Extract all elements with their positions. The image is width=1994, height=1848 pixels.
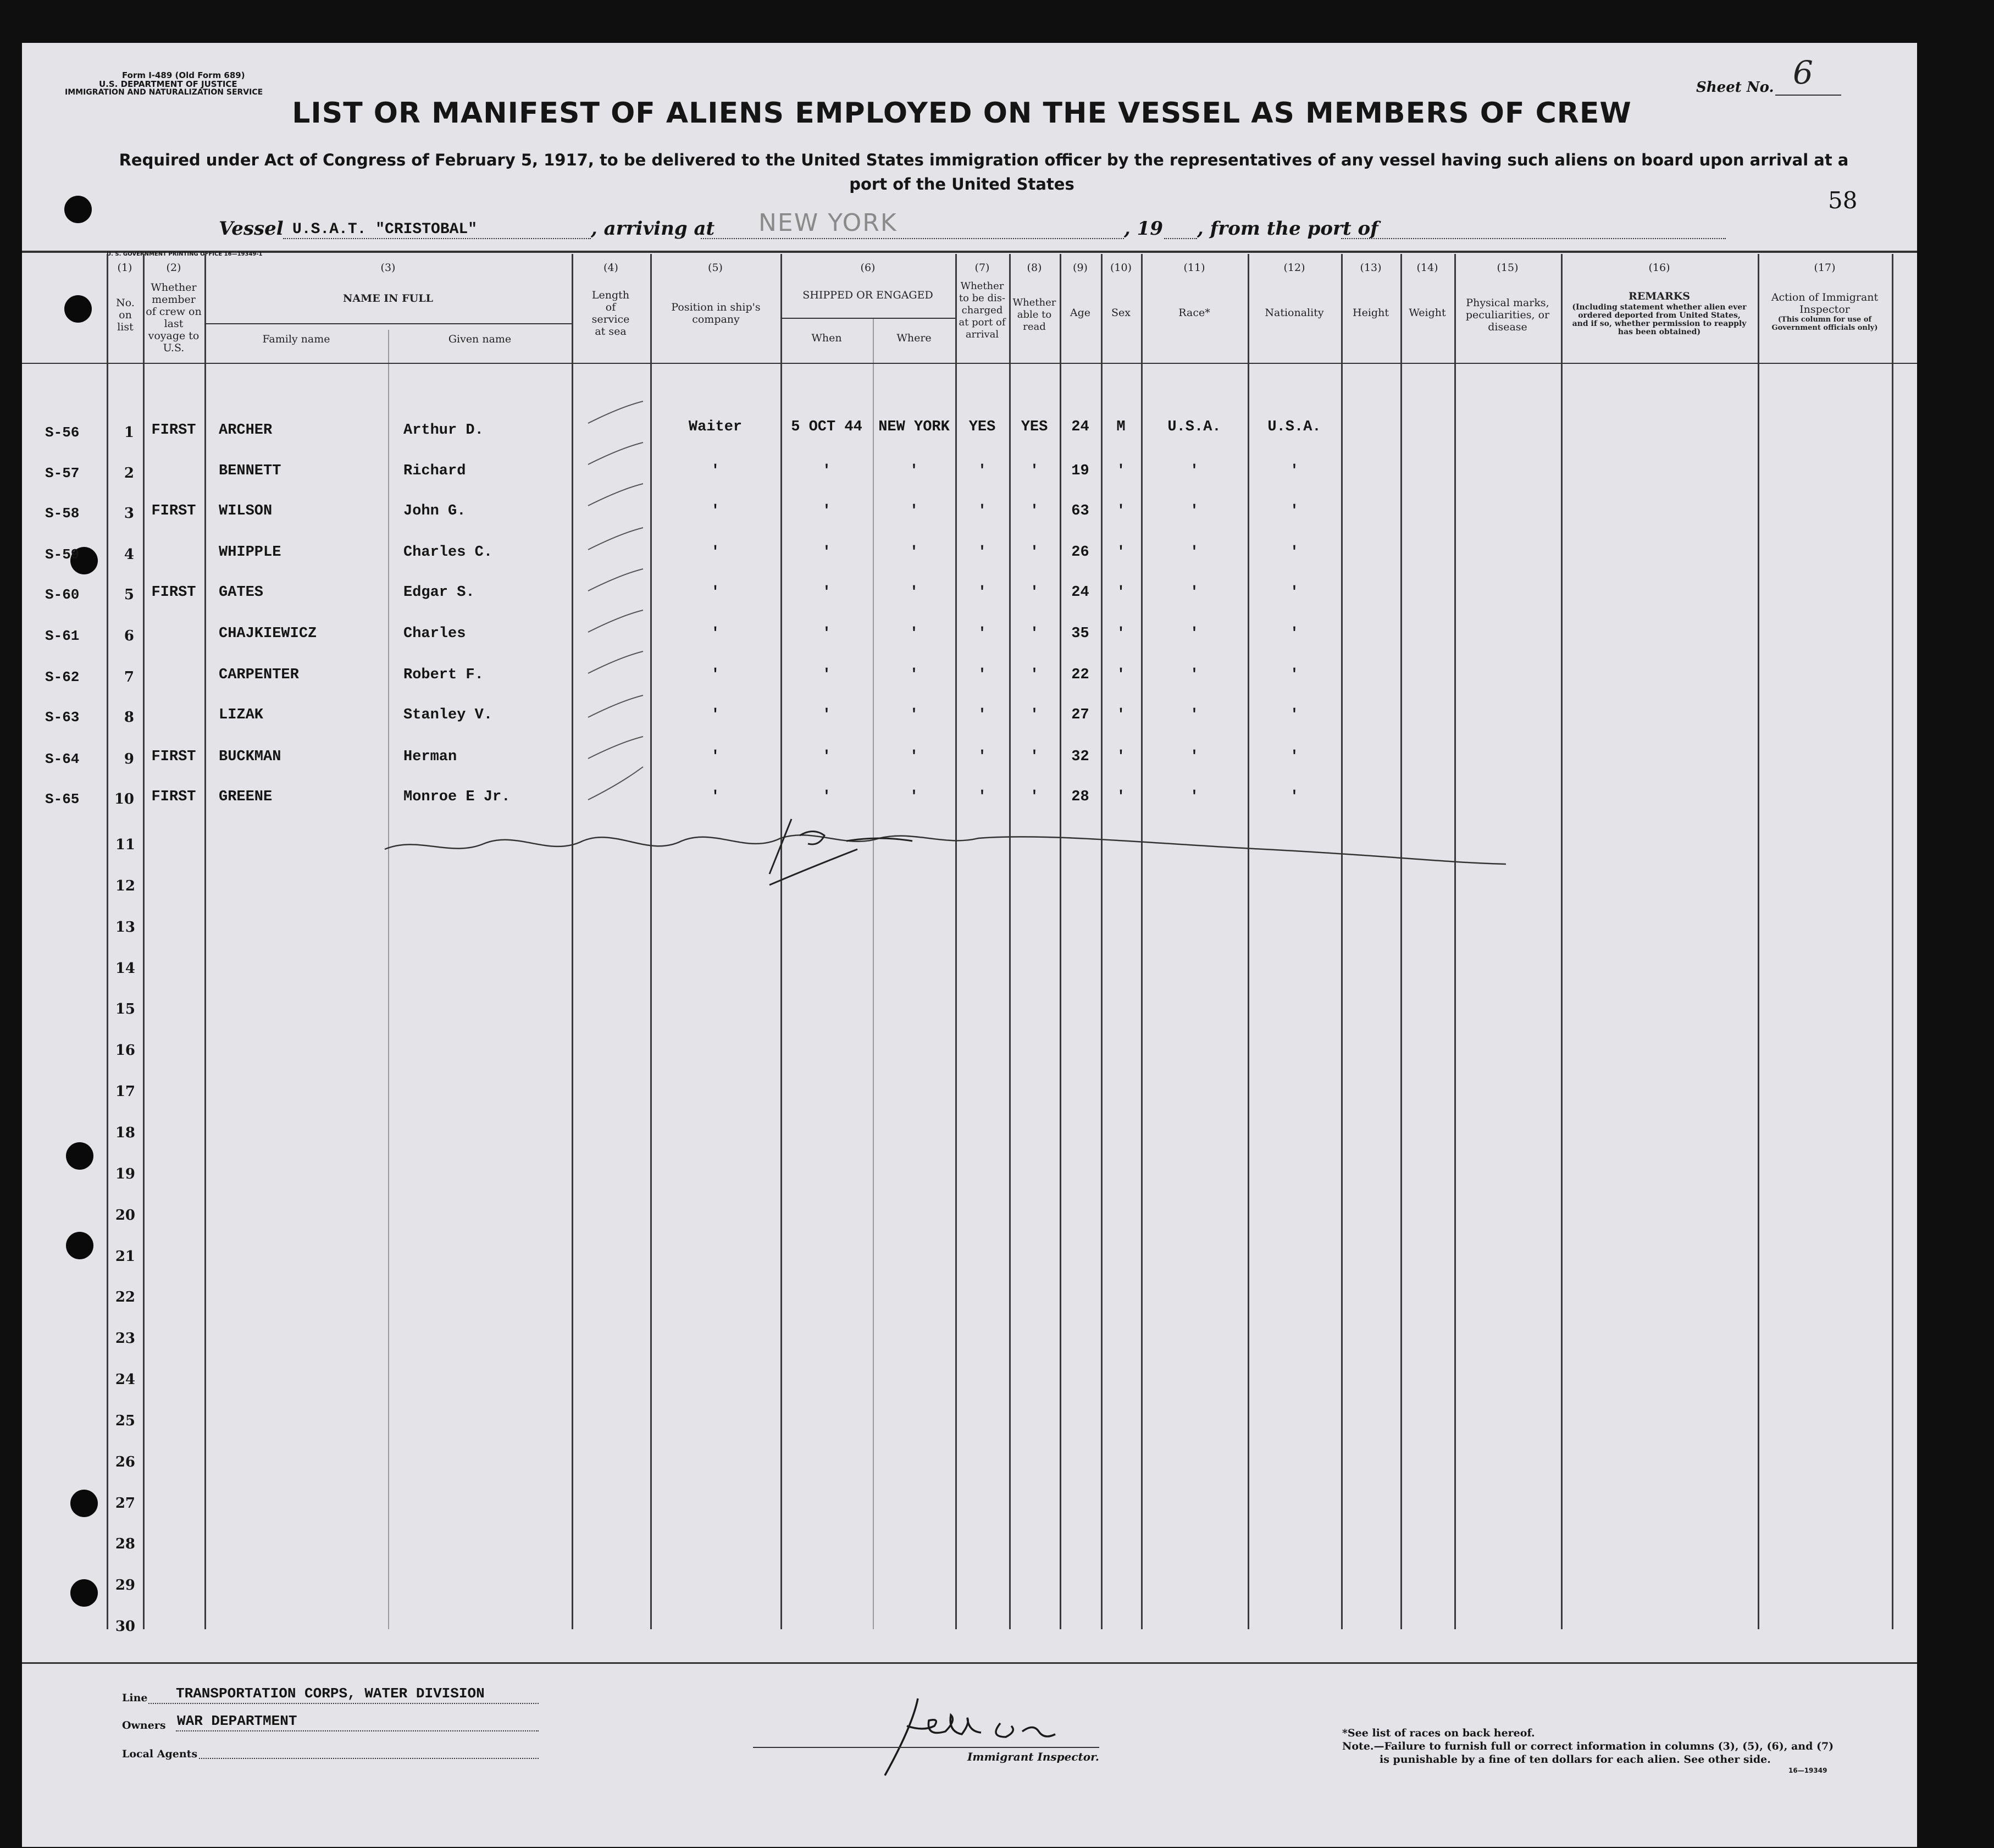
cancel-wave bbox=[385, 835, 1506, 864]
race-cell: ' bbox=[1189, 667, 1199, 683]
col-num: (3) bbox=[380, 262, 396, 274]
position-cell: ' bbox=[711, 626, 720, 642]
nationality-cell: ' bbox=[1289, 707, 1299, 723]
race-cell: ' bbox=[1189, 463, 1199, 479]
margin-sheet-ref: S-64 bbox=[45, 751, 80, 767]
col-header-position: Position in ship's company bbox=[671, 301, 761, 325]
empty-row-number: 14 bbox=[115, 960, 135, 977]
family-name-cell: ARCHER bbox=[219, 422, 273, 439]
sheet-number: 6 bbox=[1793, 54, 1813, 91]
col-header-race: Race* bbox=[1178, 307, 1210, 319]
col-num: (6) bbox=[860, 262, 876, 274]
position-cell: ' bbox=[711, 503, 720, 519]
nationality-cell: ' bbox=[1289, 789, 1299, 805]
row-number: 3 bbox=[124, 505, 134, 522]
agents-underline bbox=[199, 1758, 539, 1759]
sex-cell: ' bbox=[1116, 584, 1126, 601]
nationality-cell: ' bbox=[1289, 584, 1299, 601]
given-name-cell: Charles C. bbox=[403, 544, 493, 561]
able-to-read-cell: ' bbox=[1029, 789, 1039, 805]
empty-row-number: 25 bbox=[115, 1413, 135, 1429]
given-name-cell: Stanley V. bbox=[403, 707, 493, 723]
col-header-last-voyage: Whether member of crew on last voyage to U.S. bbox=[146, 281, 202, 354]
row-number: 7 bbox=[124, 669, 134, 685]
col-header-age: Age bbox=[1070, 307, 1091, 319]
from-port-label: , from the port of bbox=[1197, 218, 1378, 240]
row-number: 4 bbox=[124, 546, 134, 563]
age-cell: 19 bbox=[1071, 463, 1089, 479]
col-header-able-to-read: Whether able to read bbox=[1012, 297, 1056, 333]
shipped-when-cell: 5 OCT 44 bbox=[791, 419, 862, 435]
age-cell: 63 bbox=[1071, 503, 1089, 519]
empty-row-number: 11 bbox=[115, 837, 135, 853]
line-value: TRANSPORTATION CORPS, WATER DIVISION bbox=[176, 1685, 485, 1702]
position-cell: ' bbox=[711, 584, 720, 601]
owners-value: WAR DEPARTMENT bbox=[177, 1713, 297, 1729]
empty-row-number: 27 bbox=[115, 1495, 135, 1512]
shipped-when-cell: ' bbox=[822, 667, 832, 683]
discharged-cell: ' bbox=[977, 503, 987, 519]
sex-cell: ' bbox=[1116, 749, 1126, 765]
discharged-cell: YES bbox=[968, 419, 996, 435]
shipped-when-cell: ' bbox=[822, 584, 832, 601]
age-cell: 26 bbox=[1071, 544, 1089, 561]
empty-row-number: 28 bbox=[115, 1536, 135, 1552]
nationality-cell: U.S.A. bbox=[1267, 419, 1321, 435]
margin-sheet-ref: S-63 bbox=[45, 709, 80, 726]
family-name-cell: CHAJKIEWICZ bbox=[219, 626, 317, 642]
race-cell: ' bbox=[1189, 789, 1199, 805]
shipped-where-cell: NEW YORK bbox=[878, 419, 950, 435]
inspector-signature-line bbox=[753, 1747, 1099, 1748]
table-bottom-border bbox=[22, 1662, 1917, 1664]
position-cell: Waiter bbox=[688, 419, 743, 435]
col-num: (14) bbox=[1416, 262, 1438, 274]
race-cell: U.S.A. bbox=[1167, 419, 1221, 435]
shipped-when-cell: ' bbox=[822, 463, 832, 479]
row-number: 2 bbox=[124, 465, 134, 482]
col-header-where: Where bbox=[896, 332, 932, 344]
last-voyage-cell: FIRST bbox=[151, 422, 196, 439]
family-name-cell: WILSON bbox=[219, 503, 273, 519]
shipped-where-cell: ' bbox=[909, 626, 919, 642]
discharged-cell: ' bbox=[977, 667, 987, 683]
discharged-cell: ' bbox=[977, 544, 987, 561]
race-cell: ' bbox=[1189, 626, 1199, 642]
line-underline bbox=[148, 1703, 539, 1704]
col-num: (16) bbox=[1648, 262, 1670, 274]
discharged-cell: ' bbox=[977, 584, 987, 601]
col-num: (8) bbox=[1027, 262, 1042, 274]
shipped-where-cell: ' bbox=[909, 544, 919, 561]
empty-row-number: 21 bbox=[115, 1248, 135, 1265]
discharged-cell: ' bbox=[977, 749, 987, 765]
col-header-shipped: SHIPPED OR ENGAGED bbox=[802, 289, 933, 301]
col-num: (5) bbox=[708, 262, 723, 274]
shipped-where-cell: ' bbox=[909, 503, 919, 519]
penalty-note: Note.—Failure to furnish full or correct information in columns (3), (5), (6), and (7) bbox=[1342, 1740, 1834, 1752]
able-to-read-cell: ' bbox=[1029, 584, 1039, 601]
col-header-nationality: Nationality bbox=[1265, 307, 1324, 319]
margin-sheet-ref: S-59 bbox=[45, 546, 80, 563]
pencil-strokes bbox=[588, 401, 643, 800]
sex-cell: ' bbox=[1116, 667, 1126, 683]
margin-sheet-ref: S-60 bbox=[45, 587, 80, 603]
given-name-cell: Richard bbox=[403, 463, 466, 479]
row-number: 1 bbox=[124, 424, 134, 441]
col-header-remarks-note: (Including statement whether alien ever ordered deported from United States, and if so, whether permission to reapply has been obtained) bbox=[1572, 303, 1747, 336]
col-header-remarks: REMARKS bbox=[1628, 290, 1691, 302]
age-cell: 32 bbox=[1071, 749, 1089, 765]
shipped-where-cell: ' bbox=[909, 463, 919, 479]
discharged-cell: ' bbox=[977, 789, 987, 805]
empty-row-number: 13 bbox=[115, 919, 135, 936]
col-header-sex: Sex bbox=[1111, 307, 1131, 319]
form-service: IMMIGRATION AND NATURALIZATION SERVICE bbox=[65, 88, 263, 97]
sex-cell: ' bbox=[1116, 503, 1126, 519]
discharged-cell: ' bbox=[977, 463, 987, 479]
sex-cell: ' bbox=[1116, 707, 1126, 723]
arriving-value: NEW YORK bbox=[758, 209, 898, 237]
able-to-read-cell: YES bbox=[1021, 419, 1048, 435]
given-name-cell: Monroe E Jr. bbox=[403, 789, 511, 805]
printer-line: U. S. GOVERNMENT PRINTING OFFICE 16—19349-1 bbox=[107, 251, 263, 257]
position-cell: ' bbox=[711, 749, 720, 765]
age-cell: 28 bbox=[1071, 789, 1089, 805]
row-number: 5 bbox=[124, 587, 134, 603]
age-cell: 24 bbox=[1071, 419, 1089, 435]
col-num: (15) bbox=[1497, 262, 1519, 274]
able-to-read-cell: ' bbox=[1029, 749, 1039, 765]
row-number: 8 bbox=[124, 709, 134, 726]
form-department: U.S. DEPARTMENT OF JUSTICE bbox=[99, 79, 237, 89]
shipped-when-cell: ' bbox=[822, 503, 832, 519]
able-to-read-cell: ' bbox=[1029, 463, 1039, 479]
col-num: (11) bbox=[1183, 262, 1205, 274]
family-name-cell: CARPENTER bbox=[219, 667, 299, 683]
sex-cell: ' bbox=[1116, 544, 1126, 561]
position-cell: ' bbox=[711, 789, 720, 805]
shipped-where-cell: ' bbox=[909, 789, 919, 805]
margin-sheet-ref: S-56 bbox=[45, 424, 80, 441]
last-voyage-cell: FIRST bbox=[151, 749, 196, 765]
shipped-when-cell: ' bbox=[822, 749, 832, 765]
col-header-discharged: Whether to be dis-charged at port of arrival bbox=[959, 280, 1006, 340]
sex-cell: ' bbox=[1116, 463, 1126, 479]
shipped-where-cell: ' bbox=[909, 707, 919, 723]
shipped-where-cell: ' bbox=[909, 667, 919, 683]
col-num: (9) bbox=[1073, 262, 1088, 274]
col-num: (1) bbox=[117, 262, 132, 274]
subtitle-2: port of the United States bbox=[849, 175, 1074, 193]
local-agents-label: Local Agents bbox=[122, 1748, 198, 1760]
able-to-read-cell: ' bbox=[1029, 707, 1039, 723]
shipped-when-cell: ' bbox=[822, 707, 832, 723]
given-name-cell: Arthur D. bbox=[403, 422, 484, 439]
empty-row-number: 18 bbox=[115, 1125, 135, 1141]
age-cell: 22 bbox=[1071, 667, 1089, 683]
given-name-cell: Charles bbox=[403, 626, 466, 642]
empty-row-number: 16 bbox=[115, 1042, 135, 1059]
race-note: *See list of races on back hereof. bbox=[1342, 1727, 1535, 1739]
given-name-cell: Robert F. bbox=[403, 667, 484, 683]
col-num: (7) bbox=[974, 262, 990, 274]
col-header-family-name: Family name bbox=[262, 333, 330, 345]
race-cell: ' bbox=[1189, 749, 1199, 765]
col-header-given-name: Given name bbox=[448, 333, 512, 345]
col-header-no: No. on list bbox=[116, 297, 135, 333]
line-label: Line bbox=[122, 1692, 148, 1704]
page-title: LIST OR MANIFEST OF ALIENS EMPLOYED ON THE VESSEL AS MEMBERS OF CREW bbox=[292, 97, 1632, 130]
year-label: , 19 bbox=[1124, 218, 1163, 240]
sex-cell: ' bbox=[1116, 789, 1126, 805]
nationality-cell: ' bbox=[1289, 503, 1299, 519]
margin-sheet-ref: S-58 bbox=[45, 505, 80, 522]
nationality-cell: ' bbox=[1289, 463, 1299, 479]
margin-sheet-ref: S-61 bbox=[45, 628, 80, 644]
form-number: Form I-489 (Old Form 689) bbox=[122, 70, 245, 80]
inspector-signature bbox=[874, 1693, 1105, 1781]
margin-sheet-ref: S-65 bbox=[45, 791, 80, 807]
age-cell: 35 bbox=[1071, 626, 1089, 642]
col-header-name: NAME IN FULL bbox=[343, 292, 433, 305]
col-header-weight: Weight bbox=[1409, 307, 1446, 319]
age-cell: 24 bbox=[1071, 584, 1089, 601]
empty-row-number: 19 bbox=[115, 1166, 135, 1182]
empty-row-number: 17 bbox=[115, 1083, 135, 1100]
shipped-when-cell: ' bbox=[822, 626, 832, 642]
col-num: (13) bbox=[1360, 262, 1382, 274]
able-to-read-cell: ' bbox=[1029, 667, 1039, 683]
empty-row-number: 20 bbox=[115, 1207, 135, 1224]
position-cell: ' bbox=[711, 667, 720, 683]
penalty-note-2: is punishable by a fine of ten dollars for each alien. See other side. bbox=[1380, 1753, 1771, 1766]
family-name-cell: BUCKMAN bbox=[219, 749, 281, 765]
nationality-cell: ' bbox=[1289, 544, 1299, 561]
sex-cell: M bbox=[1116, 419, 1126, 435]
empty-row-number: 29 bbox=[115, 1577, 135, 1594]
owners-label: Owners bbox=[122, 1719, 166, 1731]
col-num: (2) bbox=[166, 262, 181, 274]
discharged-cell: ' bbox=[977, 707, 987, 723]
empty-row-number: 12 bbox=[115, 878, 135, 894]
position-cell: ' bbox=[711, 544, 720, 561]
sex-cell: ' bbox=[1116, 626, 1126, 642]
family-name-cell: LIZAK bbox=[219, 707, 264, 723]
margin-sheet-ref: S-57 bbox=[45, 465, 80, 482]
age-cell: 27 bbox=[1071, 707, 1089, 723]
vessel-value: U.S.A.T. "CRISTOBAL" bbox=[292, 221, 478, 238]
col-num: (10) bbox=[1110, 262, 1132, 274]
inspector-label: Immigrant Inspector. bbox=[967, 1750, 1099, 1763]
arriving-label: , arriving at bbox=[591, 218, 715, 240]
race-cell: ' bbox=[1189, 707, 1199, 723]
initials-mark bbox=[769, 819, 912, 885]
row-number: 9 bbox=[124, 751, 134, 767]
empty-row-number: 23 bbox=[115, 1330, 135, 1347]
nationality-cell: ' bbox=[1289, 626, 1299, 642]
last-voyage-cell: FIRST bbox=[151, 584, 196, 601]
nationality-cell: ' bbox=[1289, 667, 1299, 683]
sheet-label: Sheet No. bbox=[1696, 79, 1774, 96]
col-header-inspector-note: (This column for use of Government officials only) bbox=[1771, 316, 1878, 332]
margin-sheet-ref: S-62 bbox=[45, 669, 80, 685]
nationality-cell: ' bbox=[1289, 749, 1299, 765]
empty-row-number: 24 bbox=[115, 1371, 135, 1388]
col-num: (4) bbox=[603, 262, 618, 274]
able-to-read-cell: ' bbox=[1029, 544, 1039, 561]
empty-row-number: 22 bbox=[115, 1289, 135, 1305]
vessel-label: Vessel bbox=[219, 218, 284, 240]
row-number: 10 bbox=[114, 791, 134, 807]
shipped-where-cell: ' bbox=[909, 584, 919, 601]
owners-underline bbox=[176, 1730, 539, 1731]
race-cell: ' bbox=[1189, 503, 1199, 519]
col-header-inspector: Action of Immigrant Inspector bbox=[1771, 291, 1879, 316]
last-voyage-cell: FIRST bbox=[151, 789, 196, 805]
col-num: (17) bbox=[1814, 262, 1836, 274]
empty-row-number: 26 bbox=[115, 1454, 135, 1470]
shipped-where-cell: ' bbox=[909, 749, 919, 765]
given-name-cell: Edgar S. bbox=[403, 584, 475, 601]
empty-row-number: 30 bbox=[115, 1618, 135, 1635]
family-name-cell: BENNETT bbox=[219, 463, 281, 479]
race-cell: ' bbox=[1189, 544, 1199, 561]
family-name-cell: GREENE bbox=[219, 789, 273, 805]
family-name-cell: GATES bbox=[219, 584, 264, 601]
row-number: 6 bbox=[124, 628, 134, 644]
page-stamp: 58 bbox=[1828, 187, 1858, 214]
position-cell: ' bbox=[711, 463, 720, 479]
family-name-cell: WHIPPLE bbox=[219, 544, 281, 561]
col-num: (12) bbox=[1283, 262, 1305, 274]
given-name-cell: Herman bbox=[403, 749, 457, 765]
race-cell: ' bbox=[1189, 584, 1199, 601]
position-cell: ' bbox=[711, 707, 720, 723]
able-to-read-cell: ' bbox=[1029, 503, 1039, 519]
col-header-physical-marks: Physical marks, peculiarities, or disease bbox=[1465, 297, 1550, 333]
subtitle: Required under Act of Congress of February 5, 1917, to be delivered to the United States immigration officer by the representatives of any vessel having such aliens on board upon arrival at a bbox=[119, 151, 1849, 169]
able-to-read-cell: ' bbox=[1029, 626, 1039, 642]
col-header-service-length: Length of service at sea bbox=[591, 289, 630, 337]
empty-row-number: 15 bbox=[115, 1001, 135, 1017]
discharged-cell: ' bbox=[977, 626, 987, 642]
col-header-height: Height bbox=[1353, 307, 1389, 319]
col-header-when: When bbox=[811, 332, 842, 344]
given-name-cell: John G. bbox=[403, 503, 466, 519]
last-voyage-cell: FIRST bbox=[151, 503, 196, 519]
form-code: 16—19349 bbox=[1788, 1767, 1827, 1774]
shipped-when-cell: ' bbox=[822, 789, 832, 805]
shipped-when-cell: ' bbox=[822, 544, 832, 561]
